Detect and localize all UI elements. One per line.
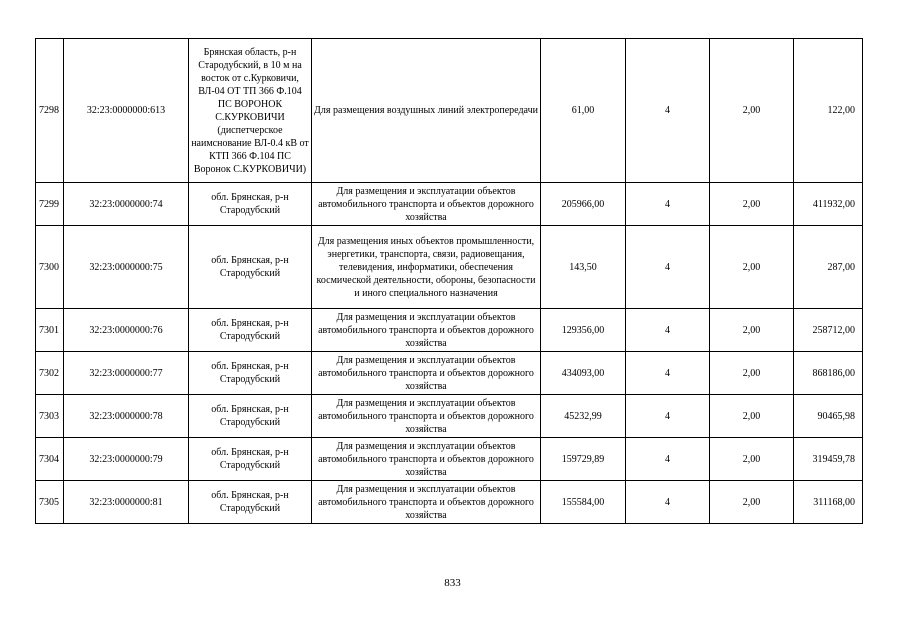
cadastral-number: 32:23:0000000:77 bbox=[64, 352, 189, 395]
cadastral-number: 32:23:0000000:81 bbox=[64, 481, 189, 524]
table-row bbox=[36, 352, 863, 395]
cadastral-number: 32:23:0000000:75 bbox=[64, 226, 189, 309]
cadastral-number: 32:23:0000000:78 bbox=[64, 395, 189, 438]
table-row bbox=[36, 395, 863, 438]
area-value: 159729,89 bbox=[541, 438, 626, 481]
permitted-use: Для размещения и эксплуатации объектов автомобильного транспорта и объектов дорожного хозяйства bbox=[312, 309, 541, 352]
area-value: 205966,00 bbox=[541, 183, 626, 226]
location-address: Брянская область, р-н Стародубский, в 10 м на восток от с.Курковичи, ВЛ-04 ОТ ТП 366 Ф.104 ПС ВОРОНОК С.КУРКОВИЧИ (диспетчерское наимснование ВЛ-0.4 кВ от КТП 366 Ф.104 ПС Воронок С.КУРКОВИЧИ) bbox=[189, 39, 312, 183]
permitted-use: Для размещения и эксплуатации объектов автомобильного транспорта и объектов дорожного хозяйства bbox=[312, 352, 541, 395]
location-address: обл. Брянская, р-н Стародубский bbox=[189, 352, 312, 395]
table-row bbox=[36, 309, 863, 352]
group-value: 4 bbox=[626, 352, 710, 395]
permitted-use: Для размещения и эксплуатации объектов автомобильного транспорта и объектов дорожного хозяйства bbox=[312, 183, 541, 226]
row-number: 7298 bbox=[36, 39, 64, 183]
rate-value: 2,00 bbox=[710, 39, 794, 183]
group-value: 4 bbox=[626, 183, 710, 226]
row-number: 7300 bbox=[36, 226, 64, 309]
area-value: 61,00 bbox=[541, 39, 626, 183]
rate-value: 2,00 bbox=[710, 352, 794, 395]
cadastral-number: 32:23:0000000:79 bbox=[64, 438, 189, 481]
permitted-use: Для размещения и эксплуатации объектов автомобильного транспорта и объектов дорожного хозяйства bbox=[312, 395, 541, 438]
total-value: 868186,00 bbox=[794, 352, 863, 395]
area-value: 129356,00 bbox=[541, 309, 626, 352]
row-number: 7302 bbox=[36, 352, 64, 395]
row-number: 7301 bbox=[36, 309, 64, 352]
cadastral-number: 32:23:0000000:74 bbox=[64, 183, 189, 226]
cadastral-number: 32:23:0000000:76 bbox=[64, 309, 189, 352]
group-value: 4 bbox=[626, 39, 710, 183]
total-value: 319459,78 bbox=[794, 438, 863, 481]
permitted-use: Для размещения иных объектов промышленности, энергетики, транспорта, связи, радиовещания, телевидения, информатики, обеспечения космической деятельности, обороны, безопасности и иного специального назначения bbox=[312, 226, 541, 309]
permitted-use: Для размещения воздушных линий электропередачи bbox=[312, 39, 541, 183]
total-value: 258712,00 bbox=[794, 309, 863, 352]
total-value: 287,00 bbox=[794, 226, 863, 309]
group-value: 4 bbox=[626, 481, 710, 524]
group-value: 4 bbox=[626, 226, 710, 309]
rate-value: 2,00 bbox=[710, 226, 794, 309]
cadastral-number: 32:23:0000000:613 bbox=[64, 39, 189, 183]
rate-value: 2,00 bbox=[710, 309, 794, 352]
total-value: 90465,98 bbox=[794, 395, 863, 438]
group-value: 4 bbox=[626, 395, 710, 438]
row-number: 7299 bbox=[36, 183, 64, 226]
group-value: 4 bbox=[626, 309, 710, 352]
location-address: обл. Брянская, р-н Стародубский bbox=[189, 438, 312, 481]
location-address: обл. Брянская, р-н Стародубский bbox=[189, 481, 312, 524]
rate-value: 2,00 bbox=[710, 395, 794, 438]
row-number: 7305 bbox=[36, 481, 64, 524]
table-row bbox=[36, 226, 863, 309]
table-row bbox=[36, 438, 863, 481]
total-value: 411932,00 bbox=[794, 183, 863, 226]
permitted-use: Для размещения и эксплуатации объектов автомобильного транспорта и объектов дорожного хозяйства bbox=[312, 481, 541, 524]
total-value: 311168,00 bbox=[794, 481, 863, 524]
table-row bbox=[36, 39, 863, 183]
location-address: обл. Брянская, р-н Стародубский bbox=[189, 183, 312, 226]
rate-value: 2,00 bbox=[710, 438, 794, 481]
location-address: обл. Брянская, р-н Стародубский bbox=[189, 226, 312, 309]
area-value: 434093,00 bbox=[541, 352, 626, 395]
land-registry-table bbox=[35, 38, 863, 524]
location-address: обл. Брянская, р-н Стародубский bbox=[189, 395, 312, 438]
rate-value: 2,00 bbox=[710, 481, 794, 524]
location-address: обл. Брянская, р-н Стародубский bbox=[189, 309, 312, 352]
total-value: 122,00 bbox=[794, 39, 863, 183]
area-value: 155584,00 bbox=[541, 481, 626, 524]
row-number: 7304 bbox=[36, 438, 64, 481]
page-number: 833 bbox=[444, 577, 461, 589]
table-row bbox=[36, 481, 863, 524]
permitted-use: Для размещения и эксплуатации объектов автомобильного транспорта и объектов дорожного хозяйства bbox=[312, 438, 541, 481]
area-value: 45232,99 bbox=[541, 395, 626, 438]
rate-value: 2,00 bbox=[710, 183, 794, 226]
table-row bbox=[36, 183, 863, 226]
group-value: 4 bbox=[626, 438, 710, 481]
area-value: 143,50 bbox=[541, 226, 626, 309]
row-number: 7303 bbox=[36, 395, 64, 438]
